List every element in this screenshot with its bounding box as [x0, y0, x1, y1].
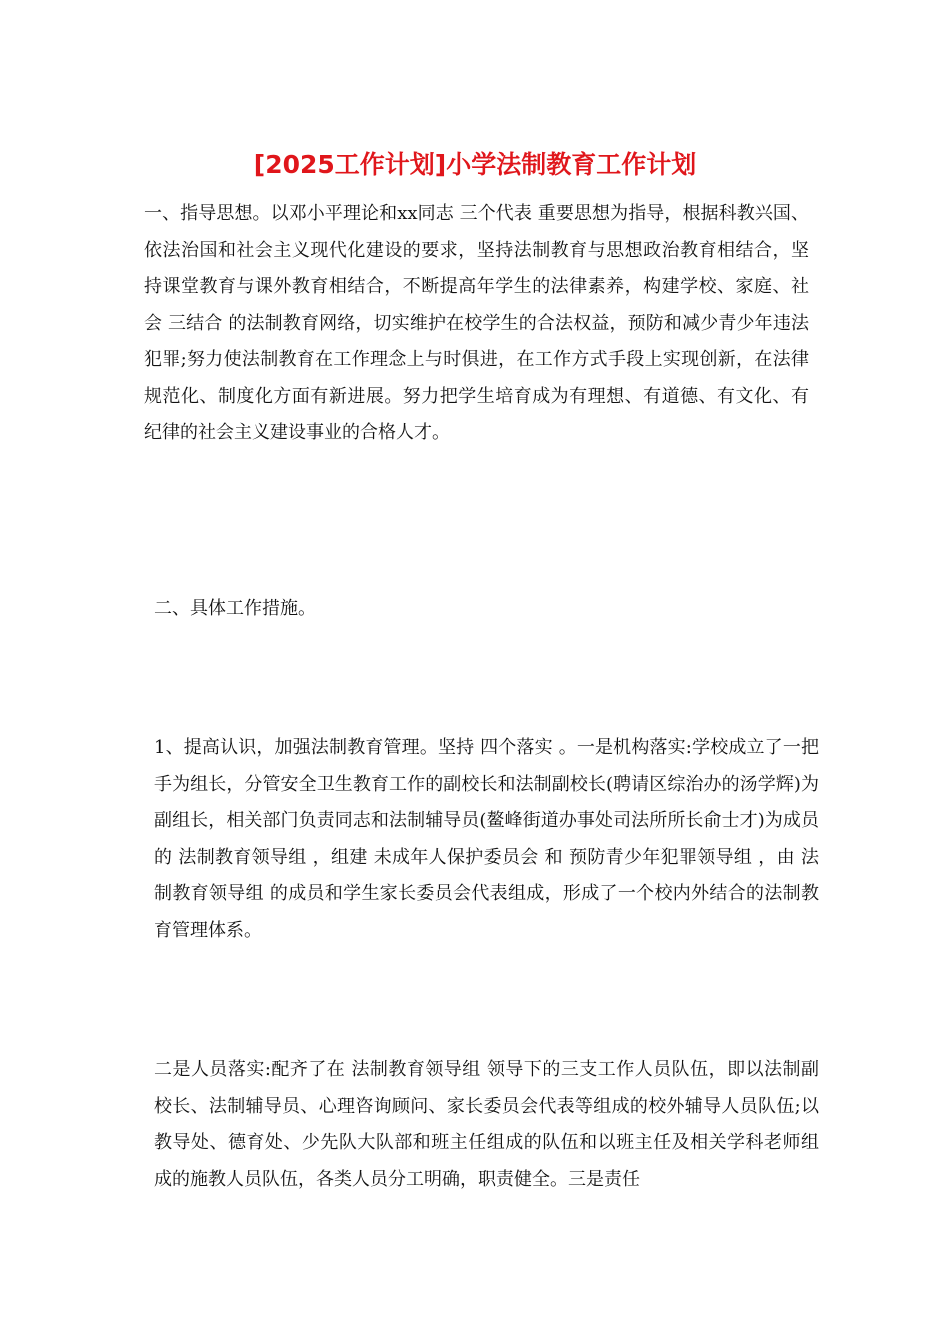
- paragraph-measure-one: 1、提高认识，加强法制教育管理。坚持 四个落实 。一是机构落实:学校成立了一把手为组长，分管安全卫生教育工作的副校长和法制副校长(聘请区综治办的汤学辉)为副组长，相关部门负责同志和法制辅导员(鳌峰街道办事处司法所所长俞士才)为成员的 法制教育领导组 ，组建 未成年人保护委员会 和 预防青少年犯罪领导组 ，由 法制教育领导组 的成员和学生家长委员会代表组成，形成了一个校内外结合的法制教育管理体系。: [154, 737, 819, 941]
- paragraph-personnel: 二是人员落实:配齐了在 法制教育领导组 领导下的三支工作人员队伍，即以法制副校长、法制辅导员、心理咨询顾问、家长委员会代表等组成的校外辅导人员队伍;以教导处、德育处、少先队大队部和班主任组成的队伍和以班主任及相关学科老师组成的施教人员队伍，各类人员分工明确，职责健全。三是责任: [154, 1059, 819, 1190]
- paragraph-guiding-thought: 一、指导思想。以邓小平理论和xx同志 三个代表 重要思想为指导，根据科教兴国、依法治国和社会主义现代化建设的要求，坚持法制教育与思想政治教育相结合，坚持课堂教育与课外教育相结合，不断提高年学生的法律素养，构建学校、家庭、社会 三结合 的法制教育网络，切实维护在校学生的合法权益，预防和减少青少年违法犯罪;努力使法制教育在工作理念上与时俱进，在工作方式手段上实现创新，在法律规范化、制度化方面有新进展。努力把学生培育成为有理想、有道德、有文化、有纪律的社会主义建设事业的合格人才。: [144, 203, 809, 443]
- document-title: [2025工作计划]小学法制教育工作计划: [253, 150, 697, 179]
- paragraph-section-heading: 二、具体工作措施。: [154, 598, 316, 619]
